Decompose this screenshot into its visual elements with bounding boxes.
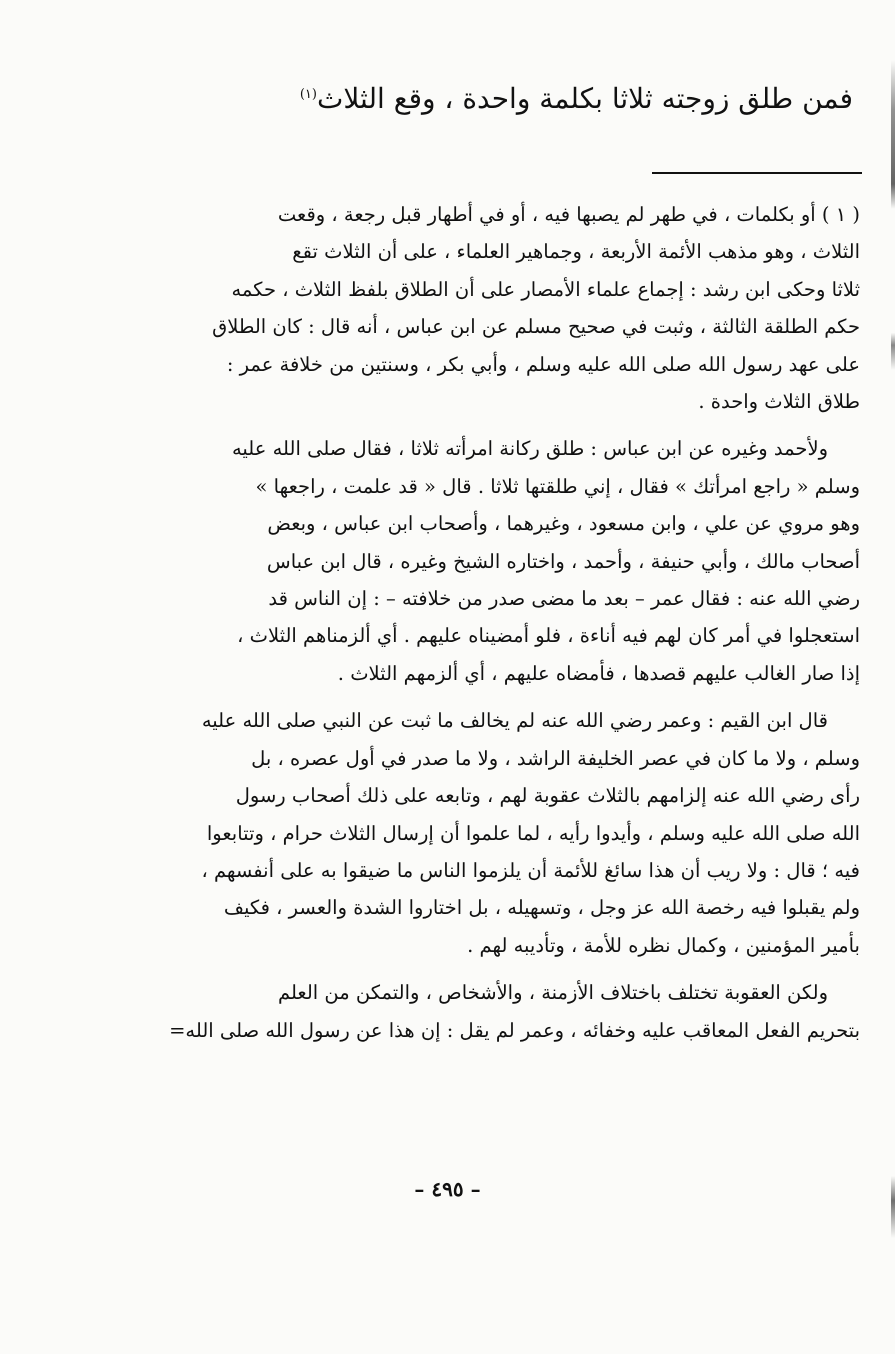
footnote-line: إذا صار الغالب عليهم قصدها ، فأمضاه عليهم ، أي ألزمهم الثلاث . — [337, 661, 860, 685]
footnote-separator-line — [652, 172, 862, 174]
footnote-line: على عهد رسول الله صلى الله عليه وسلم ، وأبي بكر ، وسنتين من خلافة عمر : — [226, 352, 860, 376]
footnote-paragraph-3 — [135, 702, 860, 964]
footnote-line: ولم يقبلوا فيه رخصة الله عز وجل ، وتسهيله ، بل اختاروا الشدة والعسر ، فكيف — [223, 896, 860, 920]
footnote-block — [135, 196, 860, 1059]
footnote-line: قال ابن القيم : وعمر رضي الله عنه لم يخالف ما ثبت عن النبي صلى الله عليه — [201, 709, 828, 733]
footnote-reference: (١) — [299, 86, 317, 102]
footnote-paragraph-2 — [135, 430, 860, 692]
footnote-line: وهو مروي عن علي ، وابن مسعود ، وغيرهما ، وأصحاب ابن عباس ، وبعض — [267, 512, 860, 536]
footnote-line: ولكن العقوبة تختلف باختلاف الأزمنة ، والأشخاص ، والتمكن من العلم — [278, 981, 828, 1005]
footnote-line: استعجلوا في أمر كان لهم فيه أناءة ، فلو أمضيناه عليهم . أي ألزمناهم الثلاث ، — [237, 624, 860, 648]
footnote-paragraph-4 — [135, 974, 860, 1049]
footnote-line: ( ١ ) أو بكلمات ، في طهر لم يصبها فيه ، أو في أطهار قبل رجعة ، وقعت — [277, 203, 860, 226]
footnote-line: وسلم ، ولا ما كان في عصر الخليفة الراشد ، ولا ما صدر في أول عصره ، بل — [251, 746, 860, 770]
scanned-page-edge — [891, 60, 895, 1300]
footnote-line: رأى رضي الله عنه إلزامهم بالثلاث عقوبة لهم ، وتابعه على ذلك أصحاب رسول — [235, 784, 860, 808]
footnote-line: الله صلى الله عليه وسلم ، وأيدوا رأيه ، لما علموا أن إرسال الثلاث حرام ، وتتابعوا — [206, 821, 860, 845]
footnote-line: ولأحمد وغيره عن ابن عباس : طلق ركانة امرأته ثلاثا ، فقال صلى الله عليه — [231, 437, 828, 461]
main-text: فمن طلق زوجته ثلاثا بكلمة واحدة ، وقع الثلاث — [316, 82, 853, 115]
footnote-line: وسلم « راجع امرأتك » فقال ، إني طلقتها ثلاثا . قال « قد علمت ، راجعها » — [255, 474, 860, 498]
footnote-line: طلاق الثلاث واحدة . — [698, 390, 860, 414]
footnote-line: ثلاثا وحكى ابن رشد : إجماع علماء الأمصار على أن الطلاق بلفظ الثلاث ، حكمه — [231, 277, 860, 301]
footnote-line: أصحاب مالك ، وأبي حنيفة ، وأحمد ، واختاره الشيخ وغيره ، قال ابن عباس — [266, 549, 860, 573]
main-text-line — [203, 82, 853, 116]
footnote-line: رضي الله عنه : فقال عمر – بعد ما مضى صدر من خلافته – : إن الناس قد — [268, 587, 860, 611]
footnote-line: بتحريم الفعل المعاقب عليه وخفائه ، وعمر لم يقل : إن هذا عن رسول الله صلى الله= — [169, 1018, 860, 1042]
footnote-line: فيه ؛ قال : ولا ريب أن هذا سائغ للأئمة أن يلزموا الناس ما ضيقوا به على أنفسهم ، — [201, 858, 860, 882]
page-number: – ٤٩٥ – — [414, 1177, 481, 1201]
footnote-line: الثلاث ، وهو مذهب الأئمة الأربعة ، وجماهير العلماء ، على أن الثلاث تقع — [292, 240, 860, 264]
footnote-paragraph-1 — [135, 196, 860, 420]
footnote-line: بأمير المؤمنين ، وكمال نظره للأمة ، وتأديبه لهم . — [467, 933, 860, 957]
footnote-line: حكم الطلقة الثالثة ، وثبت في صحيح مسلم عن ابن عباس ، أنه قال : كان الطلاق — [212, 315, 860, 339]
